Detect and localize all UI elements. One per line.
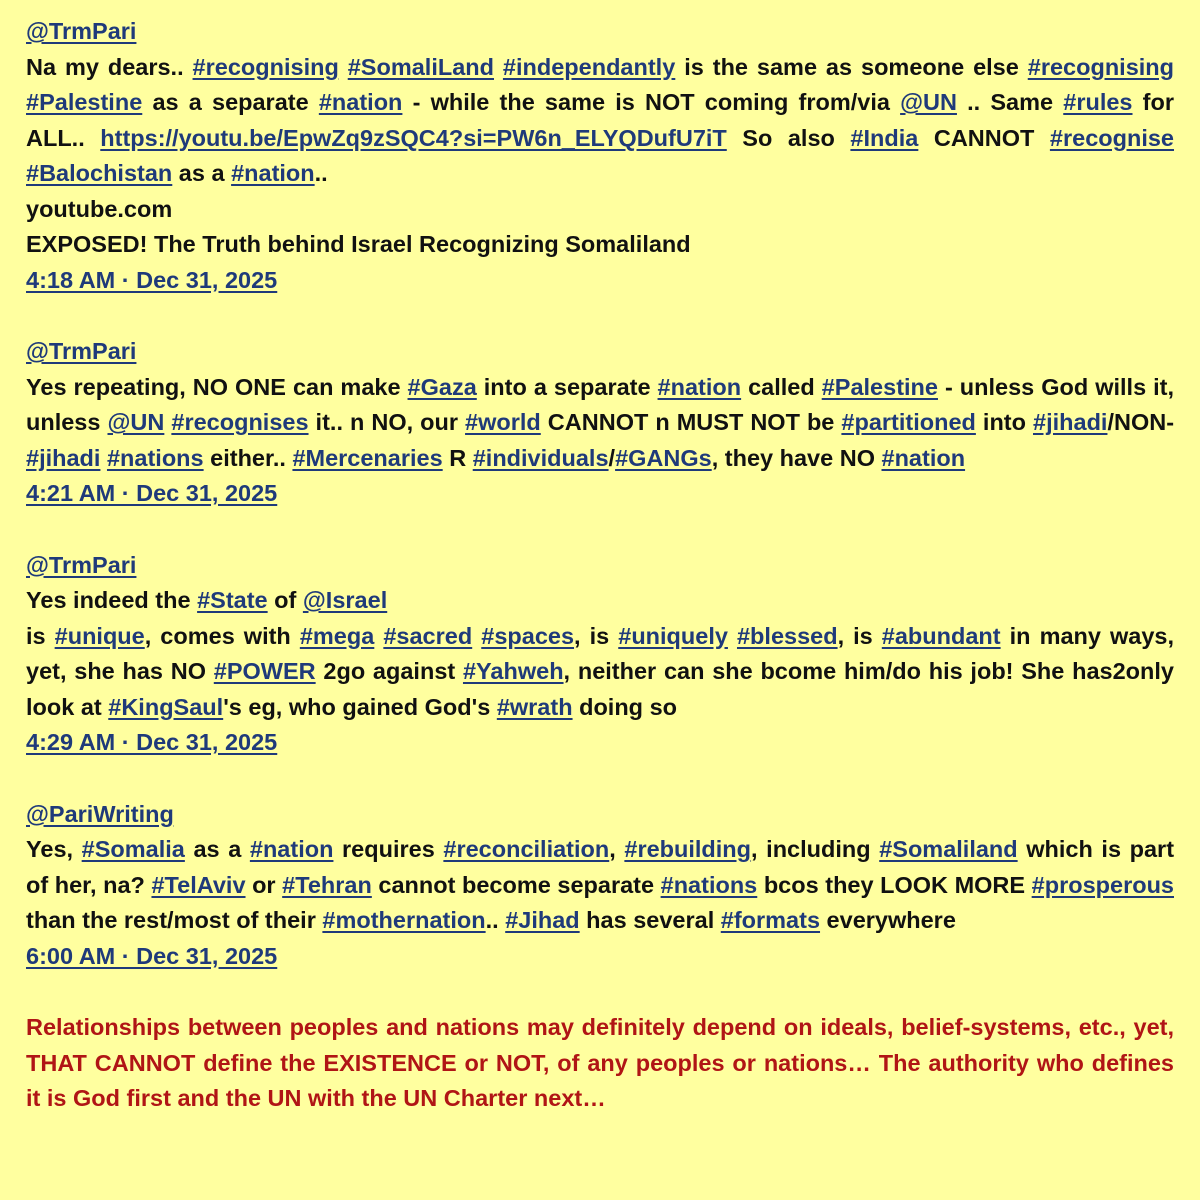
- hashtag-link[interactable]: #India: [850, 124, 919, 151]
- hashtag-link[interactable]: #Balochistan: [26, 160, 173, 186]
- hashtag-link[interactable]: #nations: [106, 444, 204, 471]
- hashtag-link[interactable]: #Somaliland: [879, 836, 1018, 862]
- hashtag-link[interactable]: #recognising: [192, 53, 339, 80]
- hashtag-link[interactable]: #jihadi: [1033, 409, 1108, 435]
- hashtag-link[interactable]: #rules: [1063, 89, 1133, 115]
- text-segment: , is: [574, 622, 619, 649]
- text-segment: requires: [333, 836, 444, 862]
- text-segment: , they have NO: [711, 444, 882, 471]
- hashtag-link[interactable]: #prosperous: [1031, 871, 1174, 898]
- post-timestamp-link[interactable]: 6:00 AM · Dec 31, 2025: [26, 942, 278, 969]
- text-segment: as a: [172, 160, 232, 186]
- text-segment: everywhere: [820, 907, 956, 933]
- hashtag-link[interactable]: #Jihad: [505, 907, 580, 933]
- hashtag-link[interactable]: #Yahweh: [462, 658, 564, 684]
- hashtag-link[interactable]: #Mercenaries: [292, 444, 443, 471]
- post-text: [26, 832, 1174, 939]
- hashtag-link[interactable]: #mega: [299, 622, 375, 649]
- text-segment: for ALL..: [26, 89, 1174, 151]
- post-text: [26, 50, 1174, 192]
- hashtag-link[interactable]: #nations: [660, 871, 758, 898]
- text-segment: , is: [837, 622, 882, 649]
- text-segment: of: [267, 587, 303, 613]
- text-segment: EXPOSED! The Truth behind Israel Recognizing Somaliland: [26, 231, 691, 257]
- text-segment: Yes indeed the: [26, 587, 198, 613]
- text-segment: Yes repeating, NO ONE can make: [26, 373, 408, 400]
- hashtag-link[interactable]: #recognising: [1027, 53, 1175, 80]
- posts-list: [26, 14, 1174, 974]
- text-segment: , including: [751, 836, 880, 862]
- author-handle-link[interactable]: @TrmPari: [26, 551, 137, 578]
- hashtag-link[interactable]: #individuals: [472, 444, 609, 471]
- post-text: [26, 619, 1174, 726]
- text-segment: , neither can she bcome him/do his job! She has2only look at: [26, 658, 1174, 720]
- text-segment: [339, 54, 348, 80]
- post: [26, 548, 1174, 761]
- text-segment: as a separate: [142, 89, 319, 115]
- hashtag-link[interactable]: #Gaza: [407, 373, 477, 400]
- text-segment: has several: [579, 907, 721, 933]
- text-segment: Na my dears..: [26, 53, 193, 80]
- post-text: [26, 583, 1174, 619]
- hashtag-link[interactable]: #SomaliLand: [347, 53, 494, 80]
- hashtag-link[interactable]: #uniquely: [618, 622, 728, 649]
- hashtag-link[interactable]: #reconciliation: [443, 836, 610, 862]
- hashtag-link[interactable]: #recognise: [1049, 124, 1174, 151]
- mention-link[interactable]: @Israel: [302, 587, 388, 613]
- hashtag-link[interactable]: #unique: [54, 622, 145, 649]
- text-segment: than the rest/most of their: [26, 907, 323, 933]
- text-segment: bcos they LOOK MORE: [757, 871, 1032, 898]
- text-segment: either..: [203, 444, 293, 471]
- text-segment: [374, 623, 383, 649]
- hashtag-link[interactable]: #KingSaul: [108, 693, 224, 720]
- hashtag-link[interactable]: #formats: [720, 907, 821, 933]
- text-segment: called: [741, 373, 822, 400]
- hashtag-link[interactable]: #nation: [318, 89, 403, 115]
- post: [26, 14, 1174, 298]
- text-segment: it.. n NO, our: [308, 409, 466, 435]
- hashtag-link[interactable]: #Palestine: [26, 89, 143, 115]
- text-segment: - unless God wills it, unless: [26, 373, 1175, 435]
- text-segment: into a separate: [476, 373, 658, 400]
- post-text: [26, 227, 1174, 263]
- url-link[interactable]: https://youtu.be/EpwZq9zSQC4?si=PW6n_ELYQDufU7iT: [100, 124, 727, 151]
- hashtag-link[interactable]: #world: [465, 409, 541, 435]
- text-segment: [494, 54, 503, 80]
- hashtag-link[interactable]: #Palestine: [821, 373, 938, 400]
- mention-link[interactable]: @UN: [900, 89, 957, 115]
- text-segment: 's eg, who gained God's: [223, 693, 497, 720]
- author-handle-link[interactable]: @PariWriting: [26, 800, 174, 827]
- hashtag-link[interactable]: #TelAviv: [151, 871, 246, 898]
- text-segment: in many ways, yet, she has NO: [26, 622, 1175, 684]
- text-segment: doing so: [572, 693, 677, 720]
- hashtag-link[interactable]: #spaces: [481, 622, 575, 649]
- text-segment: which is part of her, na?: [26, 836, 1175, 898]
- hashtag-link[interactable]: #GANGs: [615, 444, 712, 471]
- hashtag-link[interactable]: #wrath: [496, 693, 573, 720]
- text-segment: 2go against: [315, 658, 463, 684]
- text-segment: - while the same is NOT coming from/via: [402, 89, 901, 115]
- post: [26, 797, 1174, 975]
- hashtag-link[interactable]: #Tehran: [282, 871, 372, 898]
- text-segment: cannot become separate: [371, 871, 661, 898]
- hashtag-link[interactable]: #sacred: [383, 622, 473, 649]
- hashtag-link[interactable]: #mothernation: [322, 907, 486, 933]
- text-segment: /: [608, 444, 616, 471]
- text-segment: is: [26, 622, 55, 649]
- hashtag-link[interactable]: #rebuilding: [624, 836, 752, 862]
- post-timestamp-link[interactable]: 4:18 AM · Dec 31, 2025: [26, 266, 278, 293]
- hashtag-link[interactable]: #blessed: [736, 622, 838, 649]
- text-segment: R: [442, 444, 473, 471]
- hashtag-link[interactable]: #nation: [231, 160, 315, 186]
- text-segment: [728, 623, 737, 649]
- text-segment: ..: [485, 907, 506, 933]
- hashtag-link[interactable]: #nation: [881, 444, 966, 471]
- hashtag-link[interactable]: #independantly: [502, 53, 676, 80]
- mention-link[interactable]: @UN: [107, 409, 165, 435]
- text-segment: So also: [726, 124, 851, 151]
- text-segment: /NON-: [1107, 409, 1175, 435]
- text-segment: ,: [609, 836, 625, 862]
- hashtag-link[interactable]: #partitioned: [841, 409, 976, 435]
- text-segment: is the same as someone else: [675, 53, 1028, 80]
- hashtag-link[interactable]: #Somalia: [81, 836, 185, 862]
- hashtag-link[interactable]: #abundant: [881, 622, 1001, 649]
- text-segment: as a: [184, 836, 250, 862]
- post-timestamp-link[interactable]: 4:21 AM · Dec 31, 2025: [26, 480, 278, 506]
- text-segment: CANNOT n MUST NOT be: [540, 409, 842, 435]
- text-segment: Yes,: [26, 836, 82, 862]
- text-segment: CANNOT: [918, 124, 1050, 151]
- hashtag-link[interactable]: #State: [197, 587, 268, 613]
- hashtag-link[interactable]: #POWER: [213, 658, 316, 684]
- closing-statement: Relationships between peoples and nations may definitely depend on ideals, belief-systems, etc., yet, THAT CANNOT define the EXISTENCE or NOT, of any peoples or nations… The authority who defines it is God first and the UN with the UN Charter next…: [26, 1014, 1174, 1111]
- post-text: [26, 370, 1174, 477]
- author-handle-link[interactable]: @TrmPari: [26, 338, 137, 364]
- post-text: [26, 192, 1174, 228]
- text-segment: into: [975, 409, 1034, 435]
- text-segment: or: [245, 871, 283, 898]
- hashtag-link[interactable]: #nation: [249, 836, 334, 862]
- hashtag-link[interactable]: #nation: [657, 373, 742, 400]
- author-handle-link[interactable]: @TrmPari: [26, 18, 137, 44]
- text-segment: .. Same: [956, 89, 1064, 115]
- text-segment: ..: [314, 160, 328, 186]
- hashtag-link[interactable]: #recognises: [171, 409, 309, 435]
- text-segment: [472, 623, 481, 649]
- text-segment: , comes with: [144, 622, 300, 649]
- post: [26, 334, 1174, 512]
- hashtag-link[interactable]: #jihadi: [26, 444, 101, 471]
- post-timestamp-link[interactable]: 4:29 AM · Dec 31, 2025: [26, 729, 278, 755]
- text-segment: youtube.com: [26, 195, 173, 222]
